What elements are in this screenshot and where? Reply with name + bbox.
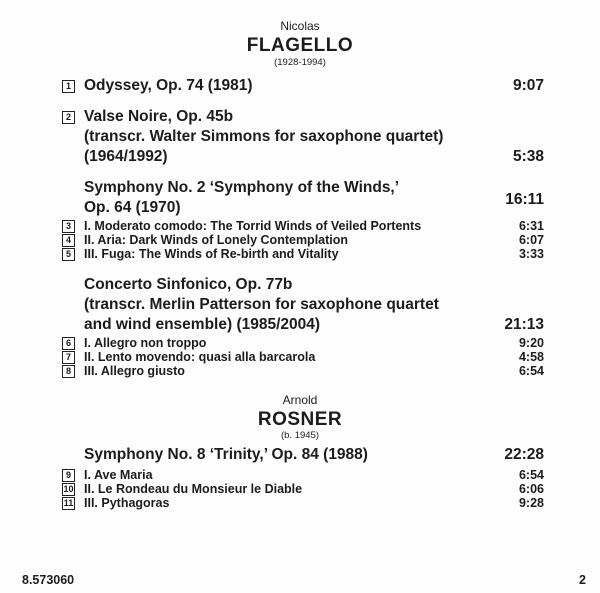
movement-row xyxy=(0,350,600,364)
movement-row xyxy=(0,364,600,378)
composer2-dates: (b. 1945) xyxy=(280,430,320,441)
work-duration: 16:11 xyxy=(505,191,544,208)
work-dates: (1964/1992) xyxy=(84,148,168,165)
movement-duration: 6:31 xyxy=(518,219,544,233)
movement-duration: 9:20 xyxy=(518,336,544,350)
movement-row xyxy=(0,468,600,482)
composer2-first-name: Arnold xyxy=(282,393,318,407)
work-title: Symphony No. 2 ‘Symphony of the Winds,’ xyxy=(84,179,400,196)
track-number-box: 7 xyxy=(62,351,75,364)
work-symphony-2-line2 xyxy=(0,191,600,219)
movement-row xyxy=(0,219,600,233)
work-duration: 5:38 xyxy=(512,148,544,165)
work-duration: 22:28 xyxy=(504,446,544,463)
work-concerto-line2 xyxy=(0,294,600,316)
track-number-box: 6 xyxy=(62,337,75,350)
catalog-number: 8.573060 xyxy=(22,573,75,587)
movement-title: III. Pythagoras xyxy=(84,496,170,510)
work-valse-noire xyxy=(0,106,600,128)
movement-duration: 9:28 xyxy=(518,496,544,510)
composer2-last-name: ROSNER xyxy=(257,409,343,430)
movement-title: I. Allegro non troppo xyxy=(84,336,207,350)
work-title: Concerto Sinfonico, Op. 77b xyxy=(84,276,293,293)
work-title: Valse Noire, Op. 45b xyxy=(84,108,234,125)
composer1-last-name: FLAGELLO xyxy=(246,35,354,56)
work-subtitle: (transcr. Walter Simmons for saxophone quartet) xyxy=(84,128,444,145)
page-number: 2 xyxy=(579,573,586,587)
movement-row xyxy=(0,233,600,247)
movement-row xyxy=(0,496,600,510)
work-title: Symphony No. 8 ‘Trinity,’ Op. 84 (1988) xyxy=(84,446,368,463)
track-number-box: 11 xyxy=(63,498,74,508)
movement-title: I. Moderato comodo: The Torrid Winds of Veiled Portents xyxy=(84,219,422,233)
movement-row xyxy=(0,247,600,261)
work-opus: Op. 64 (1970) xyxy=(84,199,181,216)
work-concerto-sinfonico xyxy=(0,274,600,296)
track-number-box: 1 xyxy=(62,80,75,93)
track-number-box: 3 xyxy=(62,220,75,233)
track-number-box: 8 xyxy=(62,365,75,378)
track-number-box: 10 xyxy=(63,484,74,494)
work-subtitle: (transcr. Merlin Patterson for saxophone quartet xyxy=(84,296,439,313)
movement-title: III. Fuga: The Winds of Re-birth and Vitality xyxy=(84,247,339,261)
movement-duration: 6:07 xyxy=(518,233,544,247)
movement-title: II. Lento movendo: quasi alla barcarola xyxy=(84,350,316,364)
track-number-box: 5 xyxy=(62,248,75,261)
work-valse-noire-line2 xyxy=(0,126,600,148)
work-duration: 21:13 xyxy=(504,316,544,333)
movement-row xyxy=(0,336,600,350)
composer1-dates: (1928-1994) xyxy=(274,57,326,68)
movement-title: I. Ave Maria xyxy=(84,468,153,482)
movement-title: III. Allegro giusto xyxy=(84,364,185,378)
movement-duration: 6:54 xyxy=(518,364,544,378)
movement-row xyxy=(0,482,600,496)
movement-duration: 6:06 xyxy=(518,482,544,496)
movement-duration: 6:54 xyxy=(518,468,544,482)
movement-duration: 3:33 xyxy=(518,247,544,261)
work-symphony-8 xyxy=(0,444,600,466)
work-valse-noire-line3 xyxy=(0,146,600,168)
work-title: Odyssey, Op. 74 (1981) xyxy=(84,77,253,94)
movement-title: II. Le Rondeau du Monsieur le Diable xyxy=(84,482,303,496)
work-duration: 9:07 xyxy=(512,77,544,94)
movement-duration: 4:58 xyxy=(518,350,544,364)
work-odyssey xyxy=(0,75,600,97)
track-number-box: 2 xyxy=(62,111,75,124)
composer1-first-name: Nicolas xyxy=(280,19,320,33)
movement-title: II. Aria: Dark Winds of Lonely Contemplation xyxy=(84,233,349,247)
work-concerto-line3 xyxy=(0,314,600,336)
work-subtitle: and wind ensemble) (1985/2004) xyxy=(84,316,321,333)
track-number-box: 9 xyxy=(62,469,75,482)
track-number-box: 4 xyxy=(62,234,75,247)
